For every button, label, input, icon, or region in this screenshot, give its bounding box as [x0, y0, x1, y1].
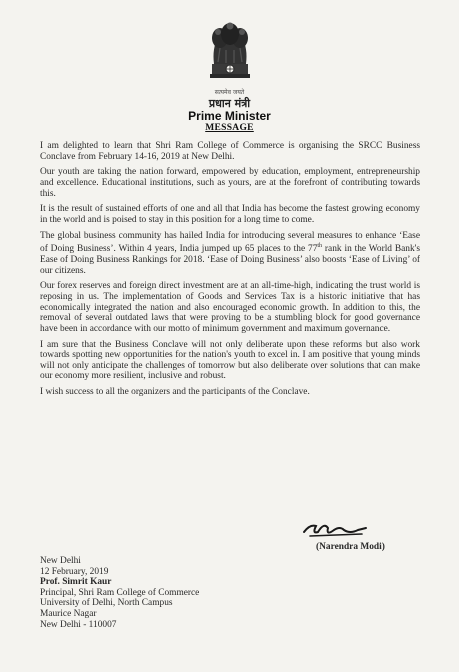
state-emblem-icon: [198, 8, 262, 88]
paragraph: Our forex reserves and foreign direct investment are at an all-time-high, indicating the trust world is reposing in us. The implementation of Goods and Services Tax is a historic initiative that has economically integrated the nation and also encouraged economic growth. In addition to this, the removal of several outdated laws that were proving to be a stumbling block for good governance have been in accordance with our motto of minimum government and maximum governance.: [40, 281, 420, 334]
paragraph: I am sure that the Business Conclave will not only deliberate upon these reforms but also work towards spotting new opportunities for the nation's youth to excel in. I am positive that young minds will not only anticipate the challenges of tomorrow but also deliberate over solutions that can make our economy more resilient, inclusive and robust.: [40, 339, 420, 382]
paragraph-text: The global business community has hailed India for introducing several measures to enhance ‘Ease of Doing Business’. Within 4 years, India jumped up 65 places to the 77: [40, 230, 420, 255]
handwritten-signature-icon: [300, 510, 370, 540]
footer-address: [40, 556, 199, 630]
place: New Delhi: [40, 556, 81, 566]
recipient-line: Principal, Shri Ram College of Commerce: [40, 587, 200, 598]
signer-name: (Narendra Modi): [316, 542, 385, 552]
hindi-title: प्रधान मंत्री: [208, 97, 251, 110]
page-title: Prime Minister: [188, 109, 271, 123]
paragraph: I am delighted to learn that Shri Ram College of Commerce is organising the SRCC Business Conclave from February 14-16, 2019 at New Delhi.: [40, 141, 420, 162]
paragraph: It is the result of sustained efforts of one and all that India has become the fastest growing economy in the world and is poised to stay in this position for a long time to come.: [40, 204, 420, 225]
page-subtitle: MESSAGE: [205, 123, 254, 133]
recipient-line: Maurice Nagar: [40, 608, 97, 619]
message-body: [40, 141, 420, 403]
date: 12 February, 2019: [40, 566, 109, 577]
paragraph: I wish success to all the organizers and the participants of the Conclave.: [40, 387, 310, 398]
recipient-line: University of Delhi, North Campus: [40, 598, 173, 609]
paragraph: [40, 231, 420, 277]
recipient-line: New Delhi - 110007: [40, 619, 117, 630]
emblem-motto: सत्यमेव जयते: [214, 89, 245, 96]
superscript: th: [317, 243, 323, 250]
recipient-name: Prof. Simrit Kaur: [40, 577, 112, 588]
paragraph-text: rank in the World Bank's Ease of Doing Business Rankings for 2018. ‘Ease of Doing Business’ also boosts ‘Ease of Living’ of our citizens.: [40, 244, 420, 276]
paragraph: Our youth are taking the nation forward, empowered by education, employment, entrepreneurship and excellence. Educational institutions, such as yours, are at the forefront of contributing towards this.: [40, 167, 420, 199]
